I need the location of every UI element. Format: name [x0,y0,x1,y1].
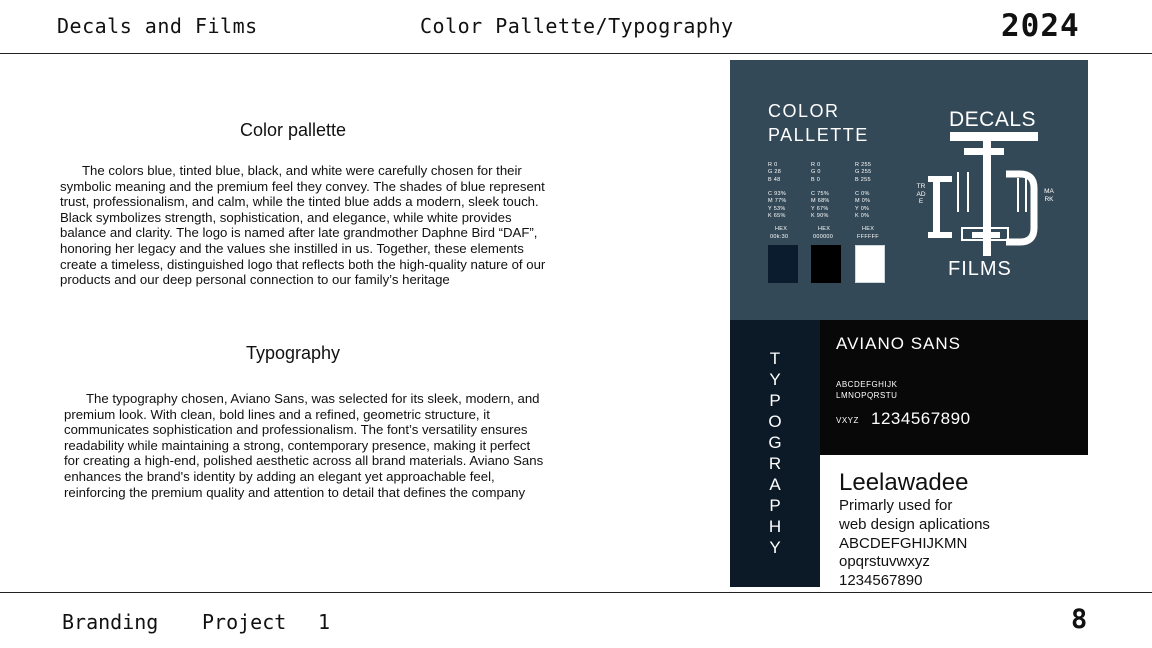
typography-vertical-letter: G [768,433,782,452]
swatch-white-cmyk: C 0% M 0% Y 0% K 0% [855,191,871,220]
leelawadee-line4: opqrstuvwxyz [839,553,930,570]
swatch-navy [768,245,798,283]
typography-vertical-letter: T [769,349,781,368]
footer-divider [0,592,1152,593]
swatch-navy-rgb: R 0 G 28 B 48 [768,162,782,183]
swatch-black-rgb: R 0 G 0 B 0 [811,162,821,183]
swatch-navy-hex-label: HEX [775,226,788,232]
typography-vertical-letter: Y [769,370,781,389]
typography-section-body: The typography chosen, Aviano Sans, was selected for its sleek, modern, and premium look. With clean, bold lines and a refined, geometric structure, it communicates sophistication and professionalism. The font’s versatility ensures readability while maintaining a strong, contemporary presence, making it perfect for creating a high-end, polished aesthetic across all brand materials. Aviano Sans enhances the brand's identity by adding an elegant yet approachable feel, reinforcing the premium quality and attention to detail that defines the company [64,391,544,500]
logo-trade-vertical: TRADE [916,183,926,205]
typography-vertical-letter: R [768,454,782,473]
leelawadee-line2: web design aplications [839,516,990,533]
header-year: 2024 [1001,8,1080,44]
logo-mark-vertical: MARK [1044,188,1054,203]
typography-vertical-letter: O [768,412,782,431]
typography-section-title: Typography [245,343,341,363]
typography-vertical-label [730,348,820,558]
footer-project-number: 1 [318,610,331,634]
aviano-sample-prefix: VXYZ [836,416,859,425]
swatch-black [811,245,841,283]
typography-vertical-letter: A [769,475,781,494]
swatch-navy-cmyk: C 93% M 77% Y 53% K 65% [768,191,787,220]
swatch-black-hex: 000000 [813,234,834,240]
aviano-font-name: AVIANO SANS [836,334,961,353]
leelawadee-line5: 1234567890 [839,572,923,589]
footer-project: Project [202,610,287,634]
leelawadee-line3: ABCDEFGHIJKMN [839,535,968,552]
swatch-black-hex-label: HEX [818,226,831,232]
aviano-sample-line2: LMNOPQRSTU [836,391,898,400]
daf-monogram-logo-icon [928,132,1040,258]
leelawadee-font-name: Leelawadee [839,469,969,496]
color-section-body: The colors blue, tinted blue, black, and white were carefully chosen for their symbolic meaning and the premium feel they convey. The shades of blue represent trust, professionalism, and calm, while the tinted blue adds a modern, sleek touch. Black symbolizes strength, sophistication, and elegance, while white provides balance and clarity. The logo is named after late grandmother Daphne Bird “DAF”, honoring her legacy and the values she instilled in us. Together, these elements create a timeless, distinguished logo that reflects both the high-quality nature of our products and our deep personal connection to our family’s heritage [60,163,546,288]
typography-vertical-letter: Y [769,538,781,557]
footer-branding: Branding [62,610,159,634]
aviano-sample-line1: ABCDEFGHIJK [836,380,898,389]
logo-bottom-text: FILMS [948,258,1012,280]
header-center-title: Color Pallette/Typography [420,14,734,38]
swatch-white-rgb: R 255 G 255 B 255 [855,162,872,183]
leelawadee-line1: Primarly used for [839,497,953,514]
swatch-white-hex-label: HEX [862,226,875,232]
page-number: 8 [1071,604,1088,635]
swatch-white [855,245,885,283]
palette-title-line2: PALLETTE [768,125,869,145]
typography-vertical-letter: P [769,391,781,410]
header-divider [0,53,1152,54]
header-left-title: Decals and Films [57,14,258,38]
logo-top-text: DECALS [949,108,1037,131]
swatch-black-cmyk: C 75% M 68% Y 67% K 90% [811,191,830,220]
typography-vertical-letter: P [769,496,781,515]
swatch-white-hex: FFFFFF [857,234,879,240]
color-section-title: Color pallette [239,120,347,140]
typography-vertical-letter: H [768,517,782,536]
palette-title-line1: COLOR [768,101,840,121]
aviano-sample-digits: 1234567890 [871,409,971,428]
swatch-navy-hex: 00k:30 [770,234,789,240]
